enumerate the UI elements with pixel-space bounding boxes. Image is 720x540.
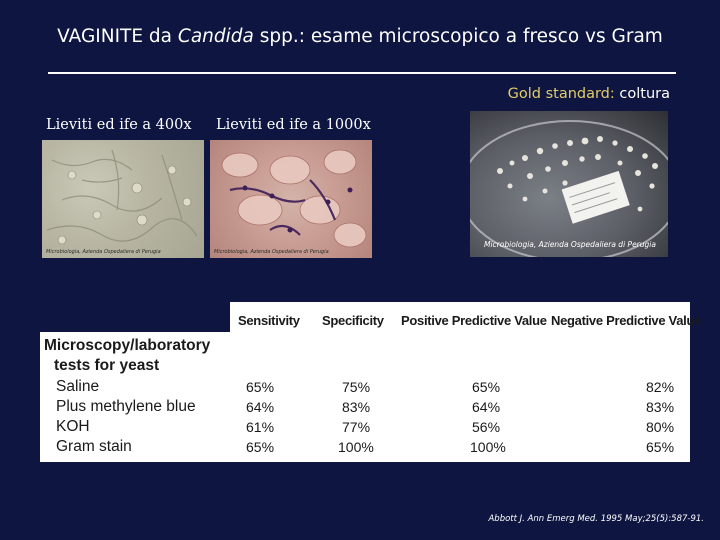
cell-methylene-sensitivity: 64% (246, 399, 275, 415)
header-specificity: Specificity (322, 313, 384, 328)
gold-standard-value: coltura (614, 86, 670, 102)
header-npv: Negative Predictive Value (551, 313, 702, 328)
citation: Abbott J. Ann Emerg Med. 1995 May;25(5):587-91. (488, 514, 704, 524)
title-italic-genus: Candida (177, 26, 254, 47)
image-label-400x: Lieviti ed ife a 400x (46, 117, 192, 133)
cell-saline-sensitivity: 65% (246, 379, 275, 395)
slide-title (0, 26, 720, 47)
micrograph-400x (42, 140, 204, 258)
diagnostic-accuracy-table (40, 302, 702, 462)
row-label-gram-stain: Gram stain (56, 438, 132, 455)
image-label-1000x: Lieviti ed ife a 1000x (216, 117, 371, 133)
image-credit-400x: Microbiologia, Azienda Ospedaliera di Perugia (46, 249, 161, 255)
title-divider (48, 72, 676, 74)
cell-koh-specificity: 77% (342, 419, 371, 435)
image-credit-culture: Microbiologia, Azienda Ospedaliera di Perugia (484, 240, 656, 249)
title-text-1: VAGINITE da (57, 26, 178, 47)
row-label-saline: Saline (56, 378, 100, 395)
gold-standard-label: Gold standard: (507, 86, 615, 102)
cell-saline-npv: 82% (646, 379, 675, 395)
cell-gram-ppv: 100% (470, 439, 506, 455)
header-sensitivity: Sensitivity (238, 313, 300, 328)
cell-saline-ppv: 65% (472, 379, 501, 395)
gold-standard-note (508, 86, 670, 102)
micrograph-1000x (210, 140, 372, 258)
cell-methylene-ppv: 64% (472, 399, 501, 415)
table-title-line1: Microscopy/laboratory (44, 337, 211, 354)
table-title-line2: tests for yeast (54, 357, 160, 374)
row-label-methylene-blue: Plus methylene blue (56, 398, 196, 415)
cell-methylene-npv: 83% (646, 399, 675, 415)
cell-koh-sensitivity: 61% (246, 419, 275, 435)
title-text-2: spp.: esame microscopico a fresco vs Gram (253, 26, 663, 47)
cell-koh-npv: 80% (646, 419, 675, 435)
cell-gram-npv: 65% (646, 439, 675, 455)
cell-saline-specificity: 75% (342, 379, 371, 395)
row-label-koh: KOH (56, 418, 90, 435)
cell-gram-specificity: 100% (338, 439, 374, 455)
culture-plate-photo (470, 111, 668, 257)
cell-gram-sensitivity: 65% (246, 439, 275, 455)
cell-methylene-specificity: 83% (342, 399, 371, 415)
cell-koh-ppv: 56% (472, 419, 501, 435)
header-ppv: Positive Predictive Value (401, 313, 547, 328)
image-credit-1000x: Microbiologia, Azienda Ospedaliera di Perugia (214, 249, 329, 255)
